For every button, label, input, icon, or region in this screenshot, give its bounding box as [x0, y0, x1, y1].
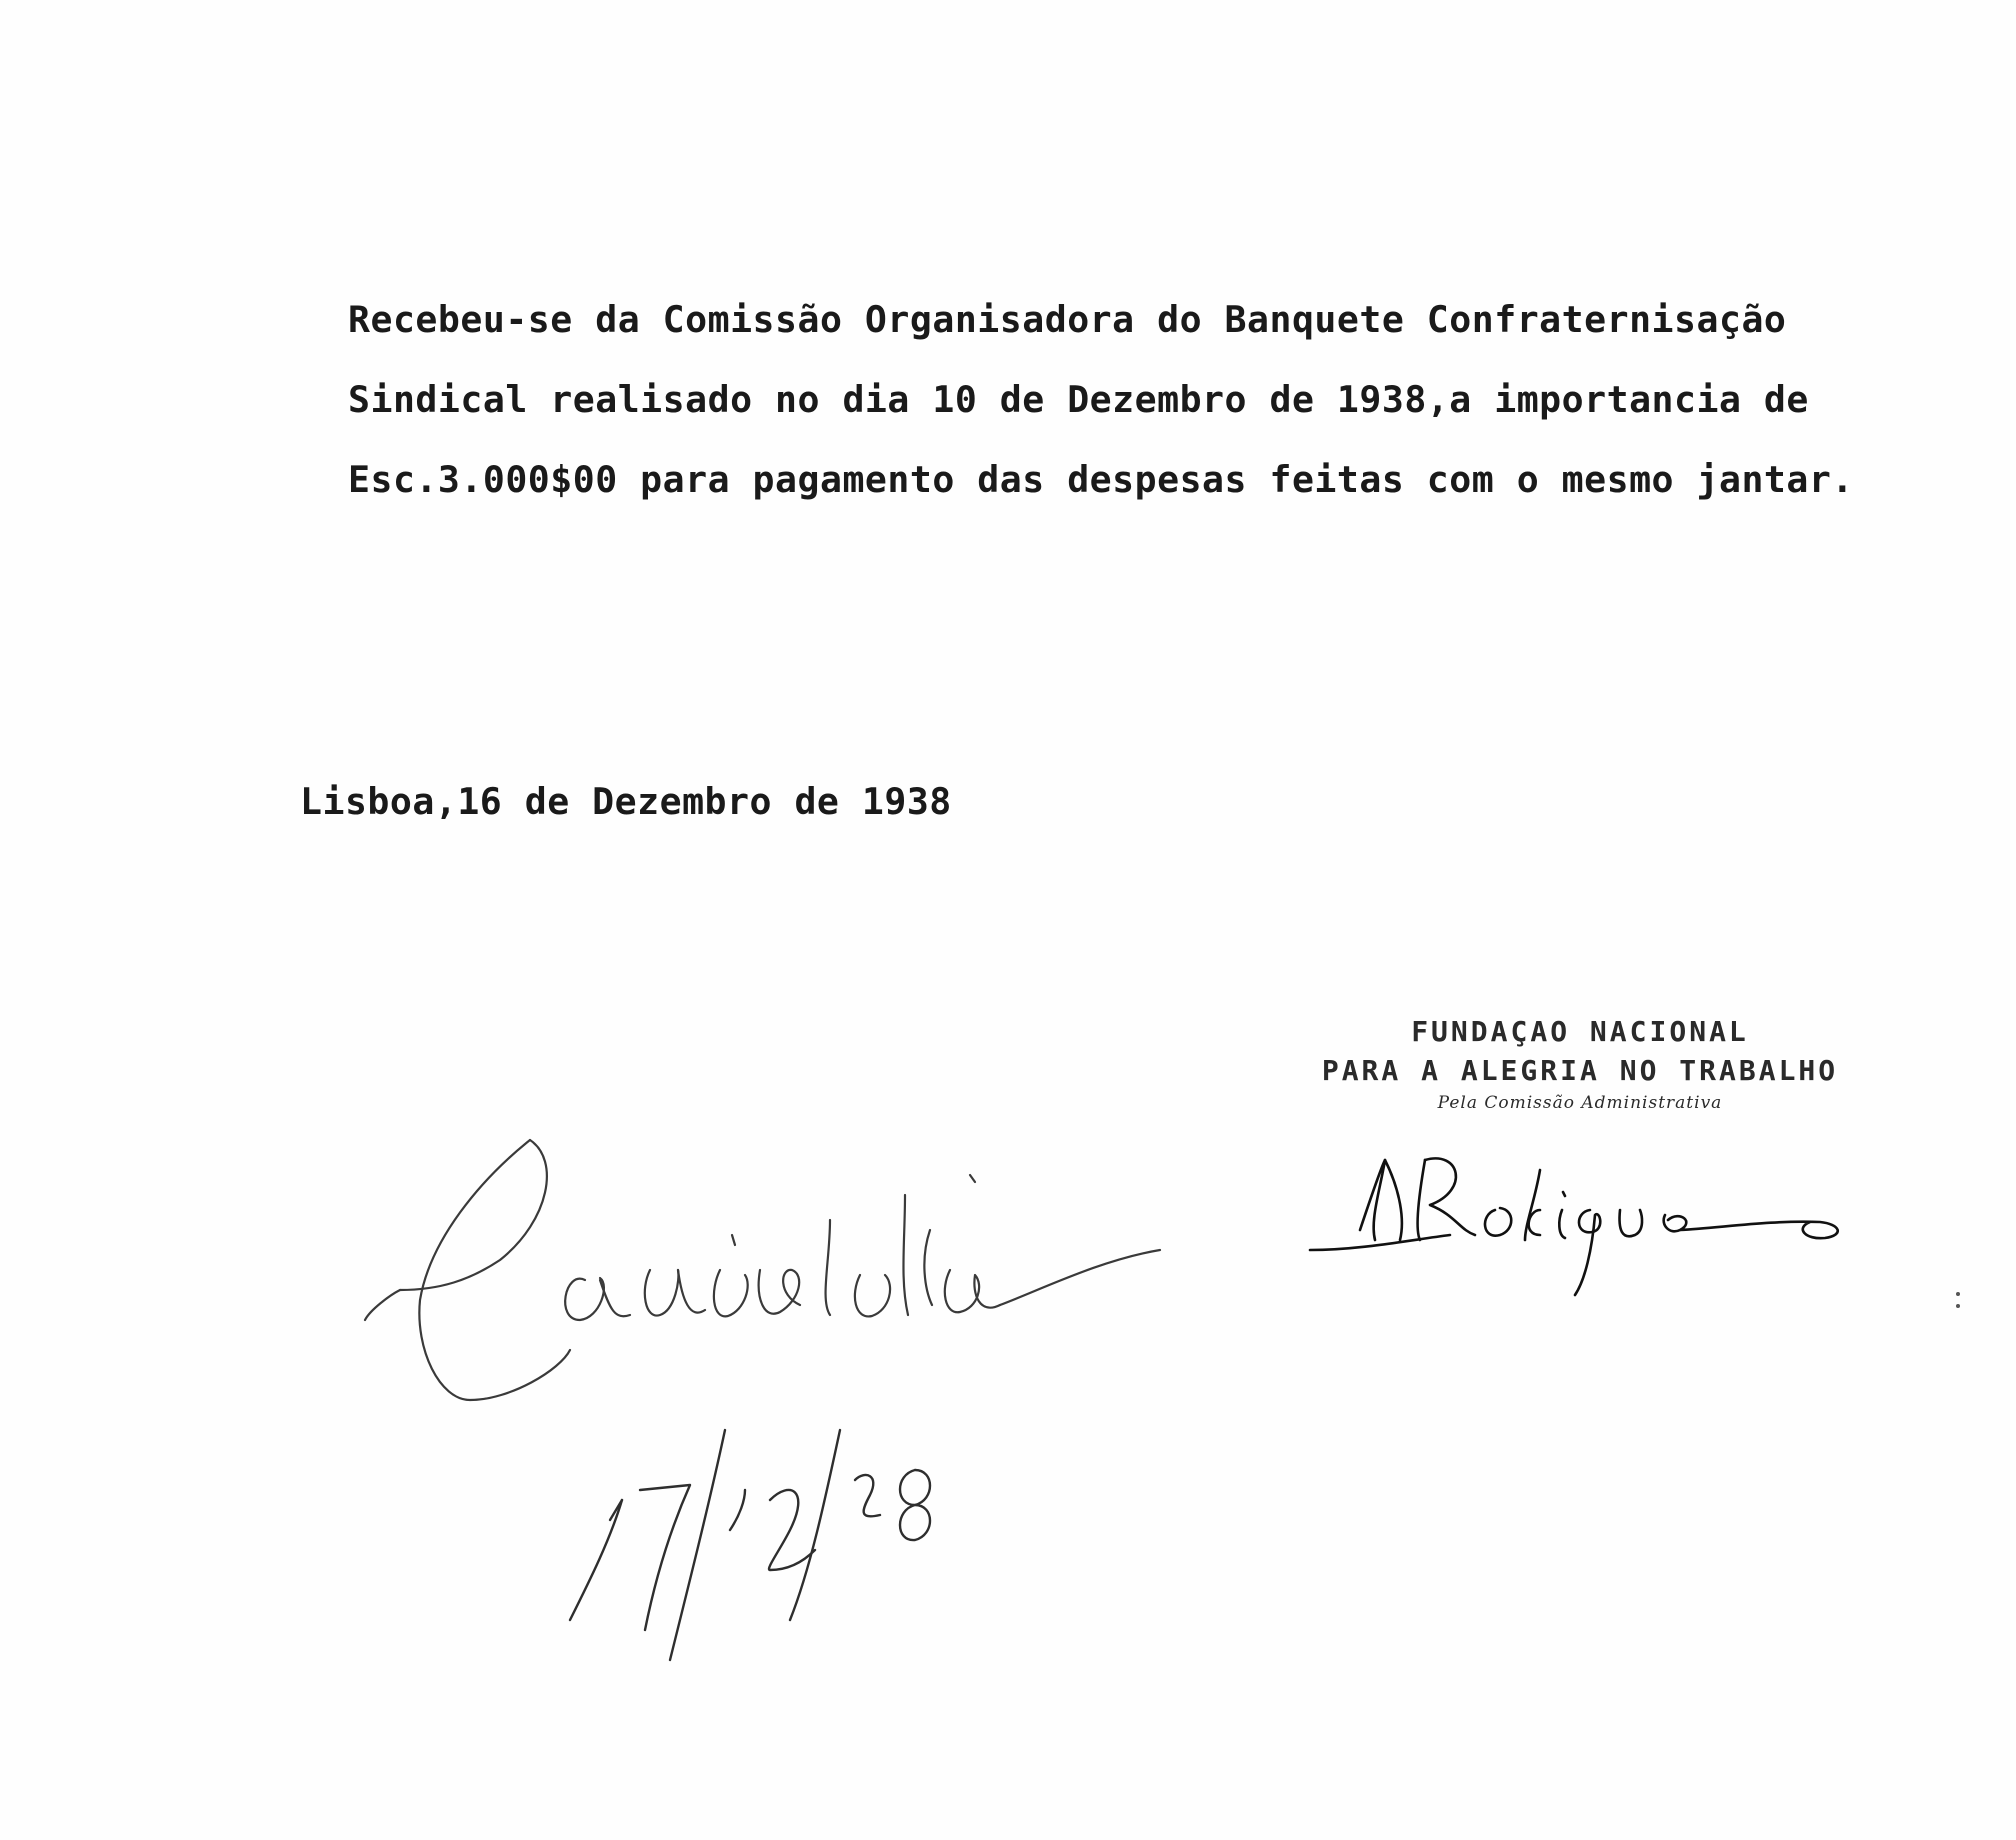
stamp-line-1: FUNDAÇAO NACIONAL	[1411, 1015, 1749, 1048]
paper-speck	[1956, 1304, 1960, 1308]
receipt-text-line-3: Esc.3.000$00 para pagamento das despesas feitas com o mesmo jantar.	[348, 458, 1854, 501]
paper-speck	[1956, 1292, 1960, 1296]
place-and-date: Lisboa,16 de Dezembro de 1938	[300, 780, 952, 823]
stamp-line-2: PARA A ALEGRIA NO TRABALHO	[1321, 1054, 1839, 1087]
right-signature	[1300, 1140, 1860, 1300]
receipt-text-line-2: Sindical realisado no dia 10 de Dezembro de 1938,a importancia de	[348, 378, 1809, 421]
receipt-text-line-1: Recebeu-se da Comissão Organisadora do Banquete Confraternisação	[348, 298, 1787, 341]
institution-stamp	[1320, 1015, 1840, 1113]
left-signature	[360, 1120, 1180, 1440]
handwritten-date	[540, 1420, 1000, 1670]
stamp-line-3: Pela Comissão Administrativa	[1437, 1093, 1723, 1113]
